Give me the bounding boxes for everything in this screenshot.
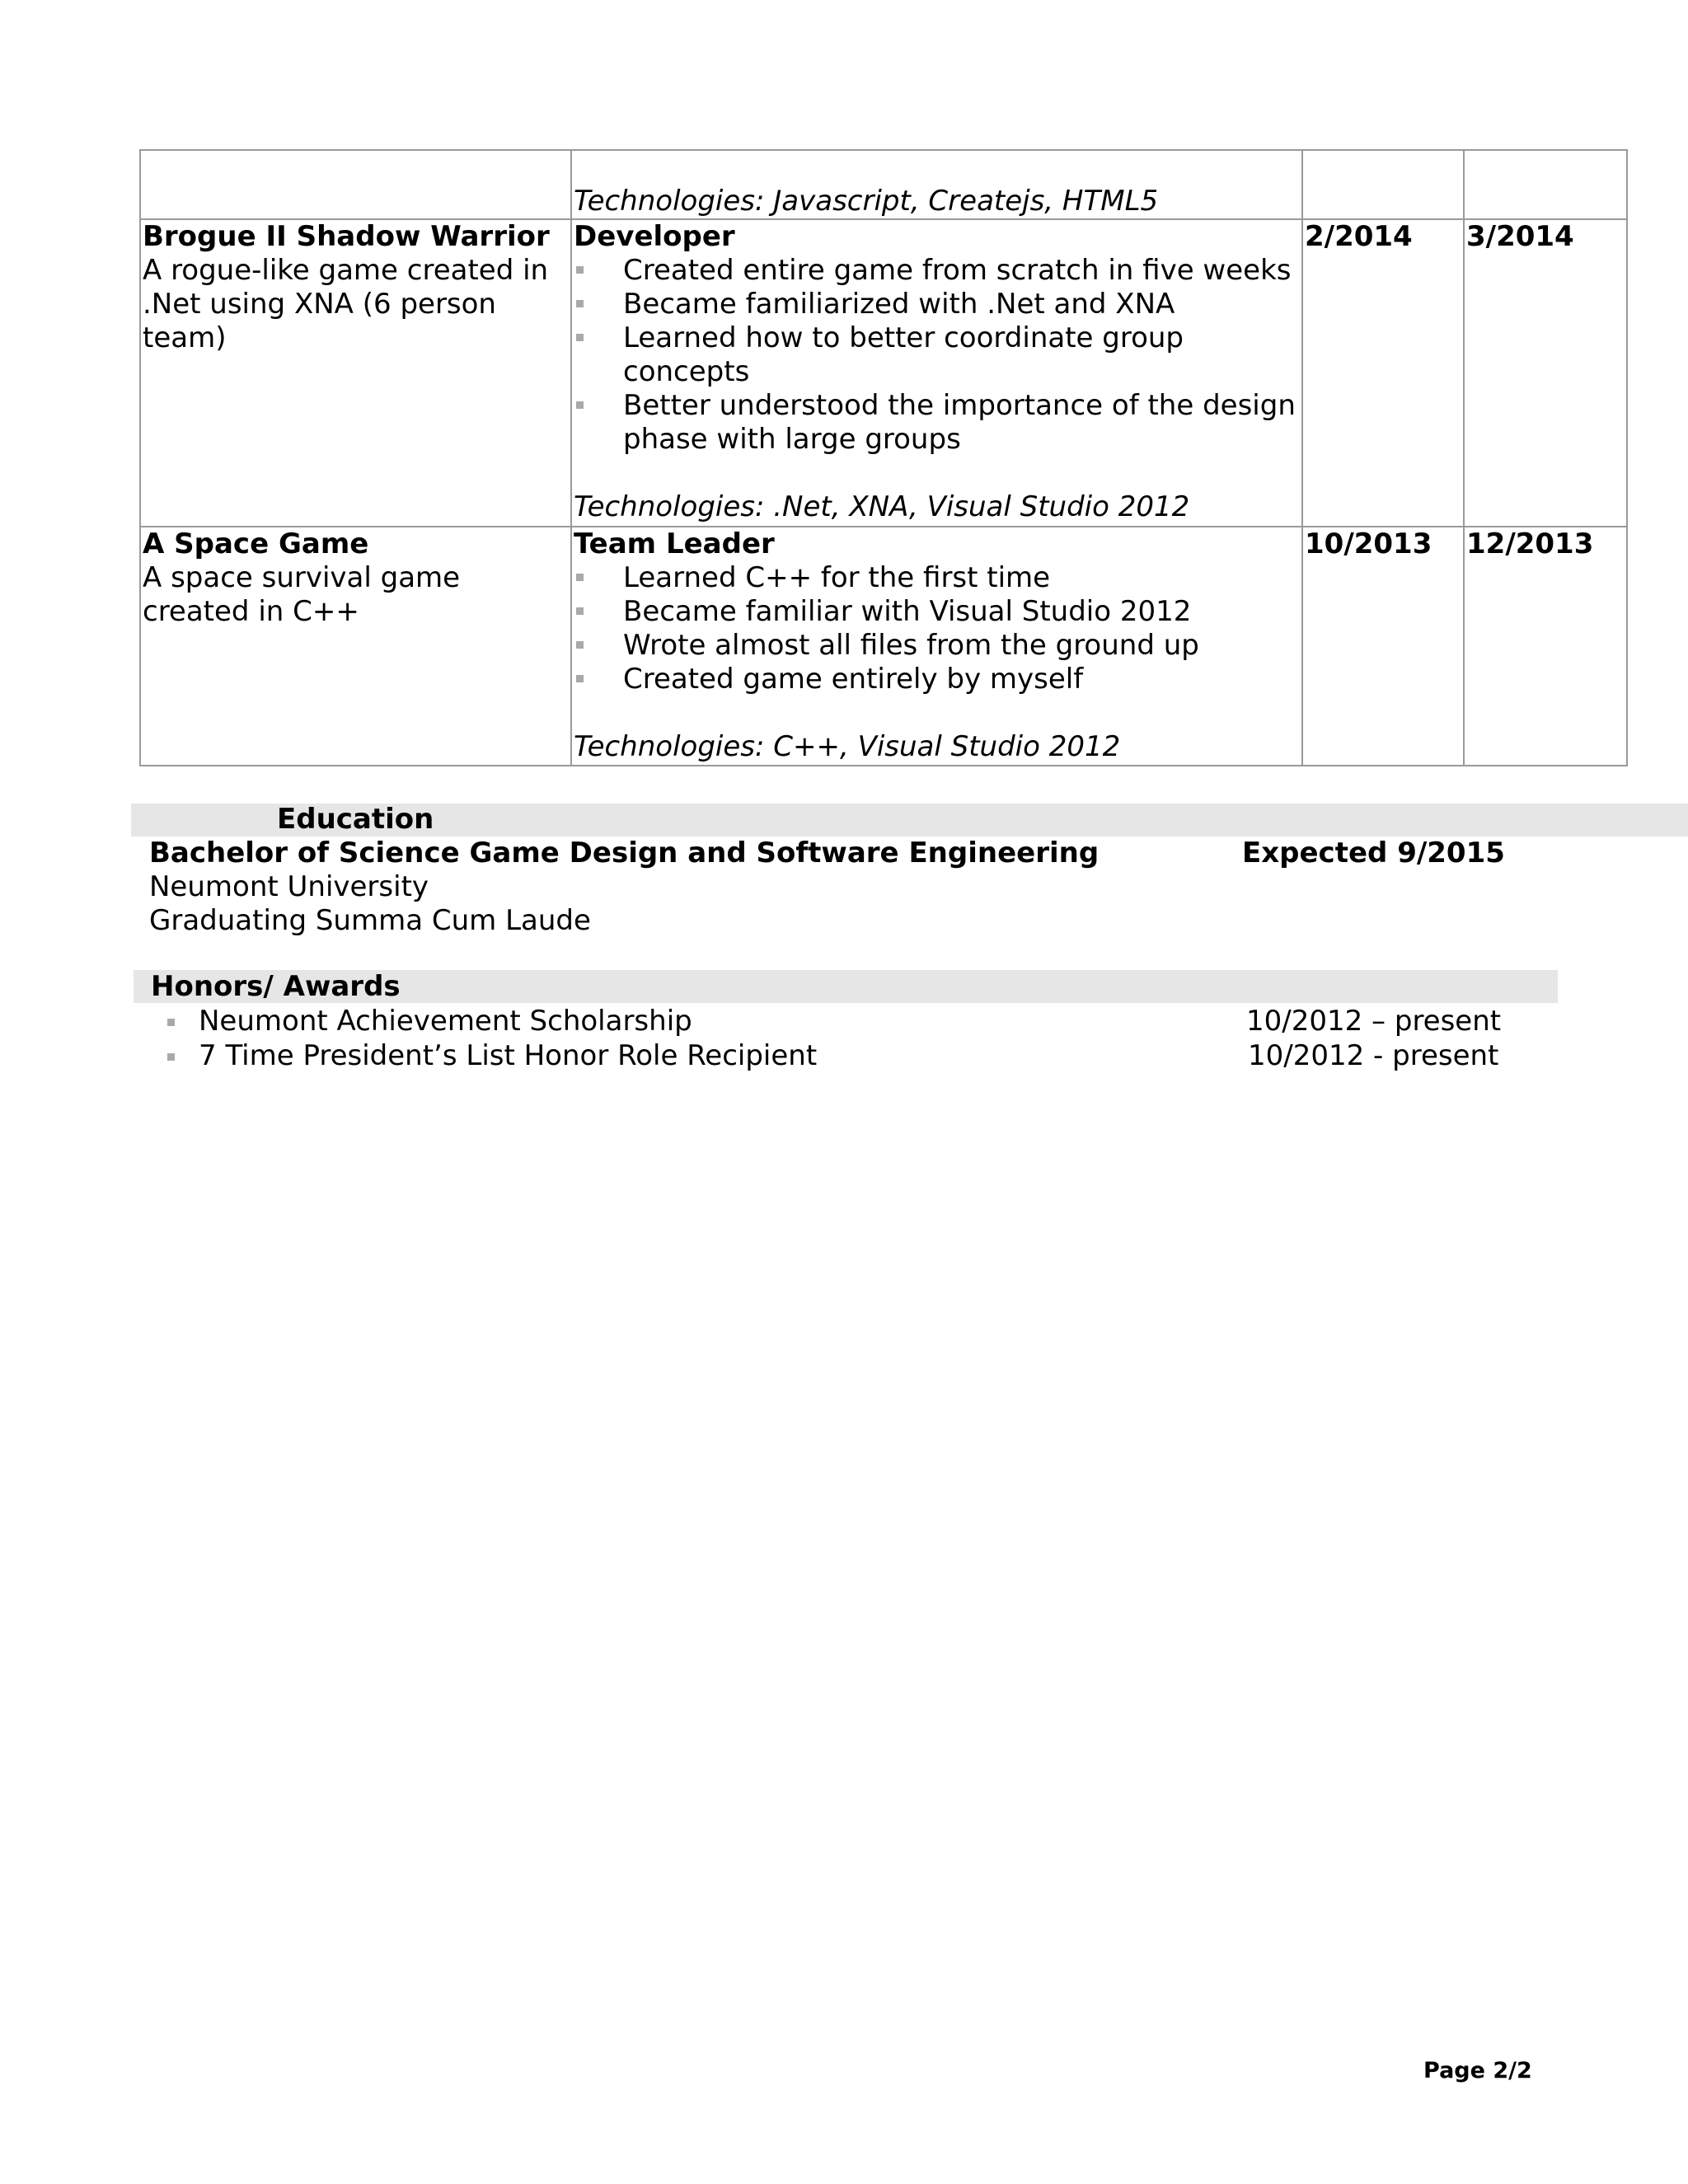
list-item: Created entire game from scratch in five weeks [574,254,1300,288]
project-technologies: Technologies: Javascript, Createjs, HTML5 [574,185,1159,218]
project-row [140,150,1627,219]
project-bullet-list [574,561,1300,696]
education-degree: Bachelor of Science Game Design and Software Engineering [149,837,1100,869]
project-title-cell [140,150,571,219]
bullet-icon [167,1053,175,1061]
list-item: Learned how to better coordinate group concepts [574,321,1300,389]
honor-name: Neumont Achievement Scholarship [199,1005,692,1038]
education-school: Neumont University [149,870,429,903]
project-description: A space survival game created in C++ [143,561,461,628]
page-number: Page 2/2 [1423,2058,1532,2083]
project-title-cell [140,219,571,527]
education-note: Graduating Summa Cum Laude [149,904,591,937]
honor-date: 10/2012 - present [1248,1039,1499,1072]
list-item: Better understood the importance of the design phase with large groups [574,389,1300,457]
project-end-cell [1464,150,1627,219]
project-technologies: Technologies: C++, Visual Studio 2012 [574,730,1121,763]
project-details-cell [571,527,1302,766]
education-date: Expected 9/2015 [1242,837,1505,869]
projects-table [139,149,1628,766]
list-item: Learned C++ for the first time [574,561,1300,595]
project-details-cell [571,219,1302,527]
project-bullet-list [574,254,1300,457]
project-title: A Space Game [143,527,369,560]
project-start-date: 10/2013 [1302,527,1464,766]
project-end-date: 12/2013 [1464,527,1627,766]
list-item: Became familiar with Visual Studio 2012 [574,595,1300,629]
project-row [140,527,1627,766]
bullet-icon [167,1019,175,1026]
project-description: A rogue-like game created in .Net using XNA (6 person team) [143,254,549,354]
project-role: Developer [574,220,735,253]
project-start-date: 2/2014 [1302,219,1464,527]
list-item: Wrote almost all files from the ground up [574,629,1300,663]
project-start-cell [1302,150,1464,219]
project-end-date: 3/2014 [1464,219,1627,527]
project-title: Brogue II Shadow Warrior [143,220,550,253]
education-heading: Education [277,803,434,836]
project-title-cell [140,527,571,766]
list-item: Became familiarized with .Net and XNA [574,288,1300,321]
project-technologies: Technologies: .Net, XNA, Visual Studio 2012 [574,490,1190,523]
project-row [140,219,1627,527]
list-item: Created game entirely by myself [574,663,1300,696]
honors-heading: Honors/ Awards [151,970,401,1003]
project-role: Team Leader [574,527,775,560]
honor-date: 10/2012 – present [1246,1005,1502,1038]
project-details-cell [571,150,1302,219]
honor-name: 7 Time President’s List Honor Role Recipient [199,1039,818,1072]
